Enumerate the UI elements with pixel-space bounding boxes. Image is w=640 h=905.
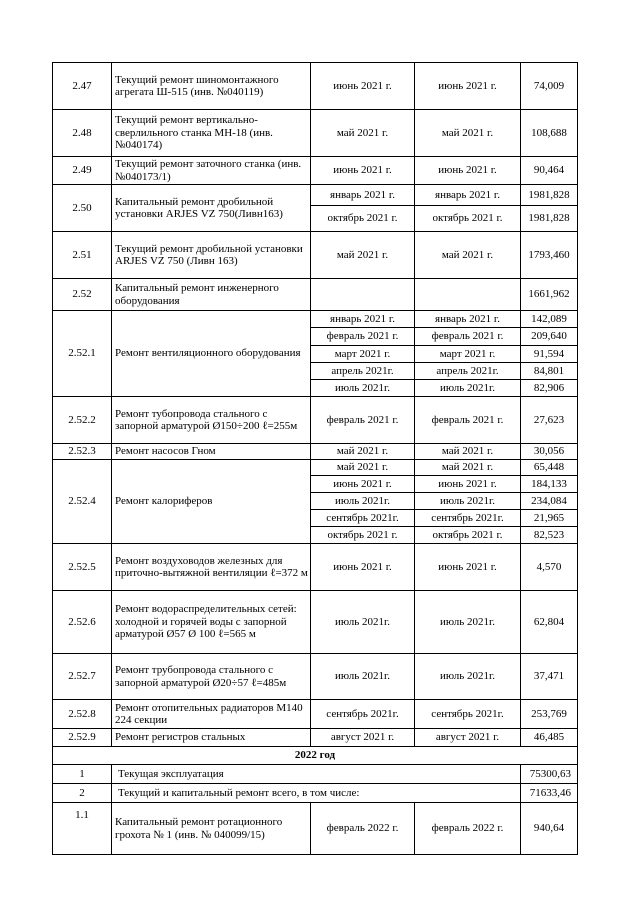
end-date-cell: июнь 2021 г. [415,544,521,591]
item-number-cell: 2.50 [53,185,112,232]
summary-row [53,765,578,784]
start-date-cell: апрель 2021г. [311,363,415,380]
item-number-cell: 2.52.1 [53,311,112,397]
year-heading: 2022 год [53,747,578,765]
item-name-cell: Капитальный ремонт инженерного оборудования [112,279,311,311]
item-name-cell: Ремонт трубопровода стального с запорной арматурой Ø20÷57 ℓ=485м [112,654,311,700]
item-number-cell: 2.51 [53,232,112,279]
start-date-cell: июнь 2021 г. [311,63,415,110]
amount-cell: 21,965 [521,510,578,527]
start-date-cell: сентябрь 2021г. [311,700,415,729]
table-row [53,157,578,185]
amount-cell: 253,769 [521,700,578,729]
item-number-cell: 2.52 [53,279,112,311]
repair-schedule-table [52,62,578,855]
end-date-cell: май 2021 г. [415,444,521,460]
summary-amount-cell: 71633,46 [521,784,578,803]
start-date-cell: июль 2021г. [311,380,415,397]
start-date-cell: июнь 2021 г. [311,476,415,493]
item-number-cell: 2.52.9 [53,729,112,747]
amount-cell: 82,523 [521,527,578,544]
end-date-cell: февраль 2022 г. [415,803,521,855]
table-row [53,185,578,206]
summary-row [53,784,578,803]
start-date-cell: июль 2021г. [311,654,415,700]
amount-cell: 209,640 [521,328,578,346]
amount-cell: 91,594 [521,346,578,363]
end-date-cell: октябрь 2021 г. [415,206,521,232]
item-name-cell: Текущий ремонт дробильной установки ARJES VZ 750 (Ливн 163) [112,232,311,279]
item-name-cell: Капитальный ремонт ротационного грохота № 1 (инв. № 040099/15) [112,803,311,855]
end-date-cell: март 2021 г. [415,346,521,363]
table-row [53,700,578,729]
start-date-cell [311,279,415,311]
end-date-cell: май 2021 г. [415,460,521,476]
table-row [53,729,578,747]
start-date-cell: май 2021 г. [311,232,415,279]
item-number-cell: 2.52.3 [53,444,112,460]
amount-cell: 30,056 [521,444,578,460]
table-row [53,63,578,110]
start-date-cell: февраль 2022 г. [311,803,415,855]
item-number-cell: 1.1 [53,803,112,855]
start-date-cell: май 2021 г. [311,460,415,476]
item-name-cell: Ремонт отопительных радиаторов М140 224 секции [112,700,311,729]
table-row [53,279,578,311]
amount-cell: 108,688 [521,110,578,157]
table-row [53,460,578,476]
start-date-cell: февраль 2021 г. [311,328,415,346]
summary-number-cell: 1 [53,765,112,784]
amount-cell: 46,485 [521,729,578,747]
summary-label-cell: Текущий и капитальный ремонт всего, в том числе: [112,784,521,803]
item-number-cell: 2.52.6 [53,591,112,654]
table-body [53,63,578,855]
end-date-cell: сентябрь 2021г. [415,510,521,527]
amount-cell: 940,64 [521,803,578,855]
end-date-cell: февраль 2021 г. [415,397,521,444]
item-name-cell: Ремонт воздуховодов железных для приточно-вытяжной вентиляции ℓ=372 м [112,544,311,591]
amount-cell: 1661,962 [521,279,578,311]
start-date-cell: июль 2021г. [311,591,415,654]
amount-cell: 90,464 [521,157,578,185]
item-name-cell: Текущий ремонт вертикально-сверлильного станка МН-18 (инв. №040174) [112,110,311,157]
end-date-cell: январь 2021 г. [415,311,521,328]
item-number-cell: 2.49 [53,157,112,185]
table-row [53,544,578,591]
start-date-cell: март 2021 г. [311,346,415,363]
amount-cell: 27,623 [521,397,578,444]
end-date-cell [415,279,521,311]
item-name-cell: Ремонт вентиляционного оборудования [112,311,311,397]
table-row [53,444,578,460]
amount-cell: 74,009 [521,63,578,110]
end-date-cell: февраль 2021 г. [415,328,521,346]
item-number-cell: 2.52.4 [53,460,112,544]
start-date-cell: июль 2021г. [311,493,415,510]
end-date-cell: июль 2021г. [415,493,521,510]
table-row [53,311,578,328]
start-date-cell: май 2021 г. [311,444,415,460]
item-name-cell: Текущий ремонт шиномонтажного агрегата Ш-515 (инв. №040119) [112,63,311,110]
start-date-cell: январь 2021 г. [311,311,415,328]
end-date-cell: июнь 2021 г. [415,63,521,110]
end-date-cell: сентябрь 2021г. [415,700,521,729]
amount-cell: 37,471 [521,654,578,700]
amount-cell: 1793,460 [521,232,578,279]
item-name-cell: Ремонт калориферов [112,460,311,544]
start-date-cell: август 2021 г. [311,729,415,747]
start-date-cell: октябрь 2021 г. [311,206,415,232]
start-date-cell: январь 2021 г. [311,185,415,206]
end-date-cell: июнь 2021 г. [415,157,521,185]
table-row [53,803,578,855]
amount-cell: 1981,828 [521,206,578,232]
item-name-cell: Ремонт регистров стальных [112,729,311,747]
end-date-cell: июль 2021г. [415,654,521,700]
summary-amount-cell: 75300,63 [521,765,578,784]
amount-cell: 142,089 [521,311,578,328]
table-row [53,397,578,444]
item-number-cell: 2.52.8 [53,700,112,729]
end-date-cell: июнь 2021 г. [415,476,521,493]
amount-cell: 4,570 [521,544,578,591]
item-number-cell: 2.48 [53,110,112,157]
item-name-cell: Капитальный ремонт дробильной установки ARJES VZ 750(Ливн163) [112,185,311,232]
item-name-cell: Текущий ремонт заточного станка (инв. №040173/1) [112,157,311,185]
summary-label-cell: Текущая эксплуатация [112,765,521,784]
end-date-cell: май 2021 г. [415,232,521,279]
end-date-cell: апрель 2021г. [415,363,521,380]
table-row [53,591,578,654]
table-row [53,654,578,700]
start-date-cell: июнь 2021 г. [311,544,415,591]
item-number-cell: 2.52.7 [53,654,112,700]
table-row [53,232,578,279]
end-date-cell: октябрь 2021 г. [415,527,521,544]
amount-cell: 62,804 [521,591,578,654]
item-name-cell: Ремонт водораспределительных сетей: холодной и горячей воды с запорной арматурой Ø57 Ø 100 ℓ=565 м [112,591,311,654]
end-date-cell: август 2021 г. [415,729,521,747]
amount-cell: 82,906 [521,380,578,397]
start-date-cell: сентябрь 2021г. [311,510,415,527]
item-name-cell: Ремонт тубопровода стального с запорной арматурой Ø150÷200 ℓ=255м [112,397,311,444]
start-date-cell: февраль 2021 г. [311,397,415,444]
item-name-cell: Ремонт насосов Гном [112,444,311,460]
amount-cell: 234,084 [521,493,578,510]
summary-number-cell: 2 [53,784,112,803]
end-date-cell: июль 2021г. [415,380,521,397]
item-number-cell: 2.47 [53,63,112,110]
end-date-cell: май 2021 г. [415,110,521,157]
end-date-cell: июль 2021г. [415,591,521,654]
amount-cell: 84,801 [521,363,578,380]
amount-cell: 65,448 [521,460,578,476]
start-date-cell: октябрь 2021 г. [311,527,415,544]
amount-cell: 1981,828 [521,185,578,206]
amount-cell: 184,133 [521,476,578,493]
item-number-cell: 2.52.5 [53,544,112,591]
start-date-cell: июнь 2021 г. [311,157,415,185]
year-heading-row [53,747,578,765]
item-number-cell: 2.52.2 [53,397,112,444]
end-date-cell: январь 2021 г. [415,185,521,206]
start-date-cell: май 2021 г. [311,110,415,157]
table-row [53,110,578,157]
